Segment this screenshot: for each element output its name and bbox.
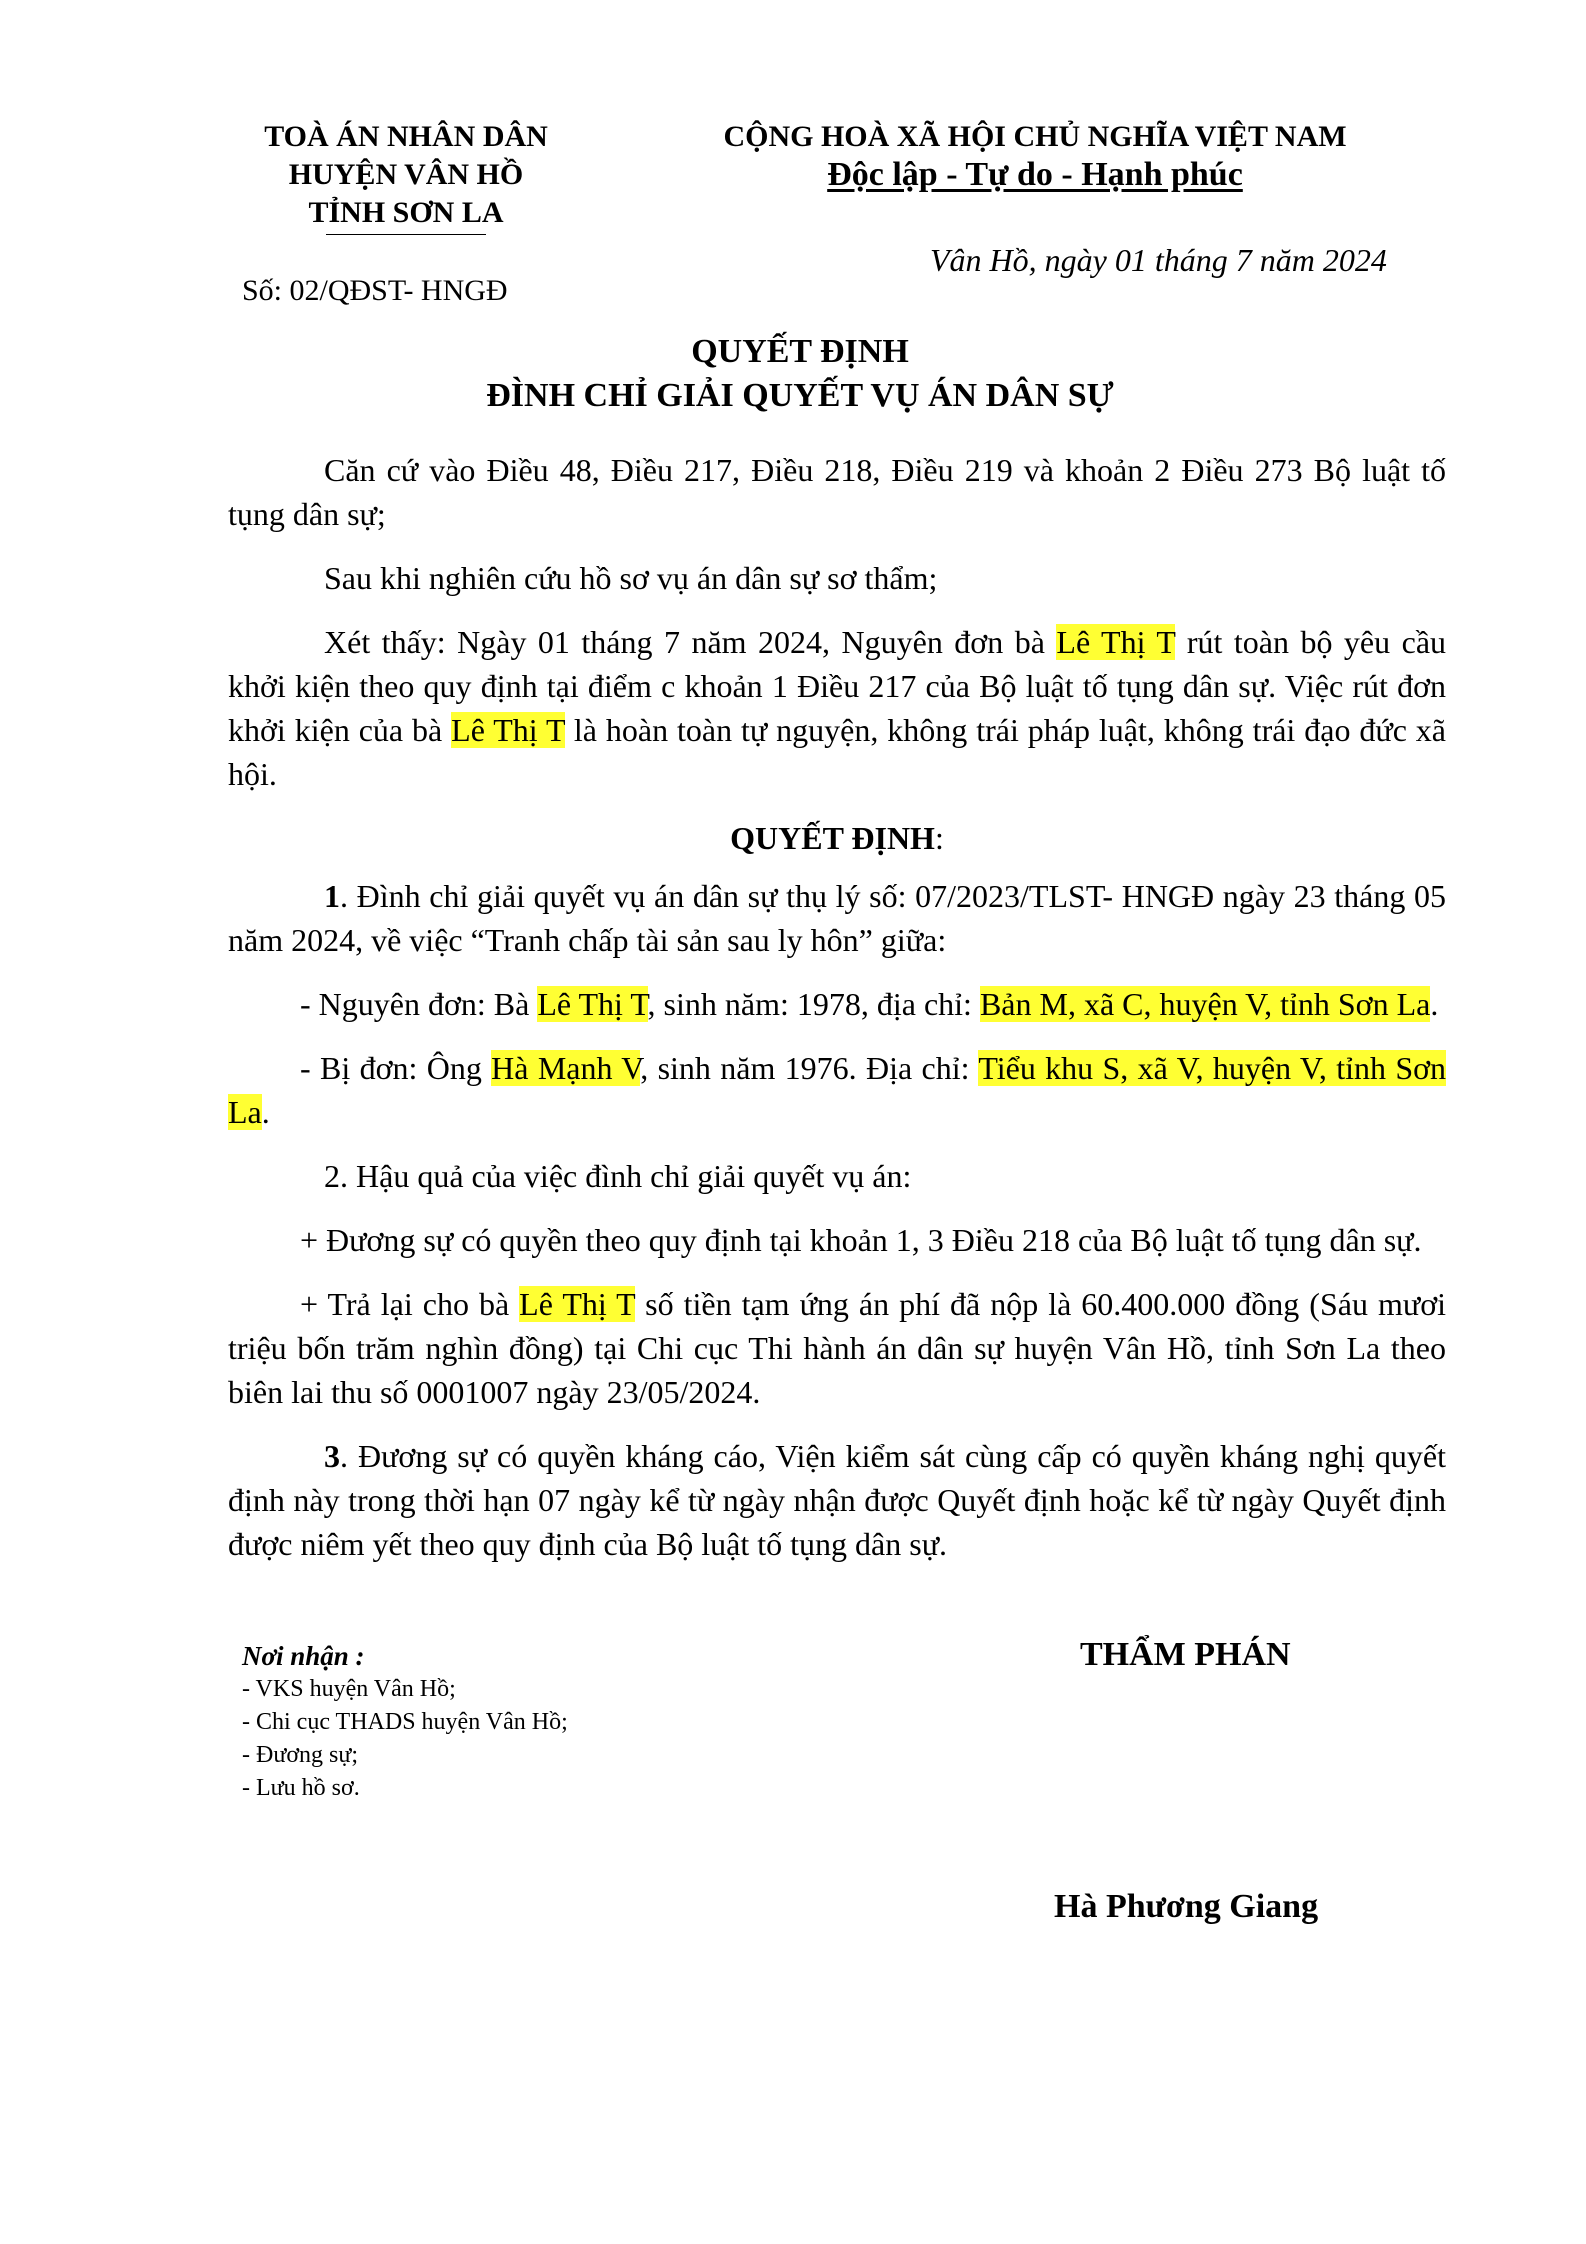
decision-heading: [228, 816, 1446, 860]
consequence-refund: [228, 1282, 1446, 1414]
judge-name: Hà Phương Giang: [1054, 1888, 1319, 1925]
item-1-text: . Đình chỉ giải quyết vụ án dân sự thụ lý số: 07/2023/TLST- HNGĐ ngày 23 tháng 05 năm 2024, về việc “Tranh chấp tài sản sau ly hôn” giữa:: [228, 878, 1446, 958]
recipient-item: - Lưu hồ sơ.: [242, 1775, 360, 1801]
decision-heading-text: QUYẾT ĐỊNH: [730, 820, 935, 856]
defendant-label: - Bị đơn: Ông: [300, 1050, 492, 1086]
item-number: 3: [324, 1438, 340, 1474]
consideration-text-2: rút toàn bộ yêu cầu khởi kiện theo quy định tại điểm c khoản 1 Điều 217 của Bộ luật tố tụng dân sự. Việc rút đơn khởi kiện của bà: [228, 624, 1447, 748]
consideration-text-3: là hoàn toàn tự nguyện, không trái pháp luật, không trái đạo đức xã hội.: [228, 712, 1447, 792]
plaintiff-info: [228, 982, 1446, 1026]
item-3-text: . Đương sự có quyền kháng cáo, Viện kiểm sát cùng cấp có quyền kháng nghị quyết định này trong thời hạn 07 ngày kể từ ngày nhận được Quyết định hoặc kể từ ngày Quyết định được niêm yết theo quy định của Bộ luật tố tụng dân sự.: [228, 1438, 1446, 1562]
item-number: 1: [324, 878, 340, 914]
decision-heading-colon: :: [934, 820, 944, 856]
recipients-label: Nơi nhận :: [242, 1641, 365, 1671]
defendant-address: Tiểu khu S, xã V, huyện V, tỉnh Sơn La: [228, 1050, 1447, 1130]
decision-item-2: 2. Hậu quả của việc đình chỉ giải quyết vụ án:: [324, 1158, 912, 1194]
recipient-item: - VKS huyện Vân Hồ;: [242, 1676, 456, 1702]
plaintiff-label: - Nguyên đơn: Bà: [300, 986, 538, 1022]
consideration-text-1: Xét thấy: Ngày 01 tháng 7 năm 2024, Nguyên đơn bà: [324, 624, 1057, 660]
place-date: Vân Hồ, ngày 01 tháng 7 năm 2024: [930, 242, 1387, 278]
plaintiff-birth: , sinh năm: 1978, địa chỉ:: [647, 986, 980, 1022]
court-line-3: TỈNH SƠN LA: [308, 196, 504, 229]
refund-text-1: + Trả lại cho bà: [300, 1286, 520, 1322]
plaintiff-end: .: [1430, 986, 1439, 1022]
recipient-item: - Chi cục THADS huyện Vân Hồ;: [242, 1709, 568, 1735]
review-statement: Sau khi nghiên cứu hồ sơ vụ án dân sự sơ thẩm;: [324, 560, 938, 596]
court-name: [206, 118, 606, 232]
plaintiff-name: Lê Thị T: [537, 986, 648, 1022]
court-divider: [326, 234, 486, 235]
decision-item-1: [228, 874, 1446, 962]
defendant-birth: , sinh năm 1976. Địa chỉ:: [640, 1050, 979, 1086]
document-title: [200, 330, 1400, 418]
nation-name: CỘNG HOÀ XÃ HỘI CHỦ NGHĨA VIỆT NAM: [723, 120, 1347, 153]
legal-basis: Căn cứ vào Điều 48, Điều 217, Điều 218, Điều 219 và khoản 2 Điều 273 Bộ luật tố tụng dân sự;: [228, 452, 1446, 532]
highlighted-name: Lê Thị T: [1056, 624, 1176, 660]
defendant-name: Hà Mạnh V: [491, 1050, 641, 1086]
highlighted-name: Lê Thị T: [519, 1286, 636, 1322]
refund-text-2: số tiền tạm ứng án phí đã nộp là 60.400.000 đồng (Sáu mươi triệu bốn trăm nghìn đồng) tại Chi cục Thi hành án dân sự huyện Vân Hồ, tỉnh Sơn La theo biên lai thu số 0001007 ngày 23/05/2024.: [228, 1286, 1446, 1410]
recipients-block: [242, 1640, 568, 1805]
recipient-item: - Đương sự;: [242, 1742, 359, 1768]
decision-item-3: [228, 1434, 1446, 1566]
court-line-1: TOÀ ÁN NHÂN DÂN: [264, 120, 548, 153]
judge-title: THẨM PHÁN: [1080, 1636, 1291, 1673]
highlighted-name: Lê Thị T: [451, 712, 565, 748]
defendant-info: [228, 1046, 1446, 1134]
court-line-2: HUYỆN VÂN HỒ: [288, 158, 524, 191]
plaintiff-address: Bản M, xã C, huyện V, tỉnh Sơn La: [979, 986, 1431, 1022]
defendant-end: .: [261, 1094, 270, 1130]
title-line-1: QUYẾT ĐỊNH: [691, 333, 909, 370]
title-line-2: ĐÌNH CHỈ GIẢI QUYẾT VỤ ÁN DÂN SỰ: [486, 377, 1114, 414]
national-heading: [620, 118, 1450, 194]
consequence-rights: + Đương sự có quyền theo quy định tại khoản 1, 3 Điều 218 của Bộ luật tố tụng dân sự.: [300, 1222, 1422, 1258]
consideration-paragraph: [228, 620, 1446, 796]
national-motto: Độc lập - Tự do - Hạnh phúc: [827, 156, 1243, 193]
document-number: Số: 02/QĐST- HNGĐ: [242, 274, 508, 307]
document-body: [228, 448, 1446, 1586]
